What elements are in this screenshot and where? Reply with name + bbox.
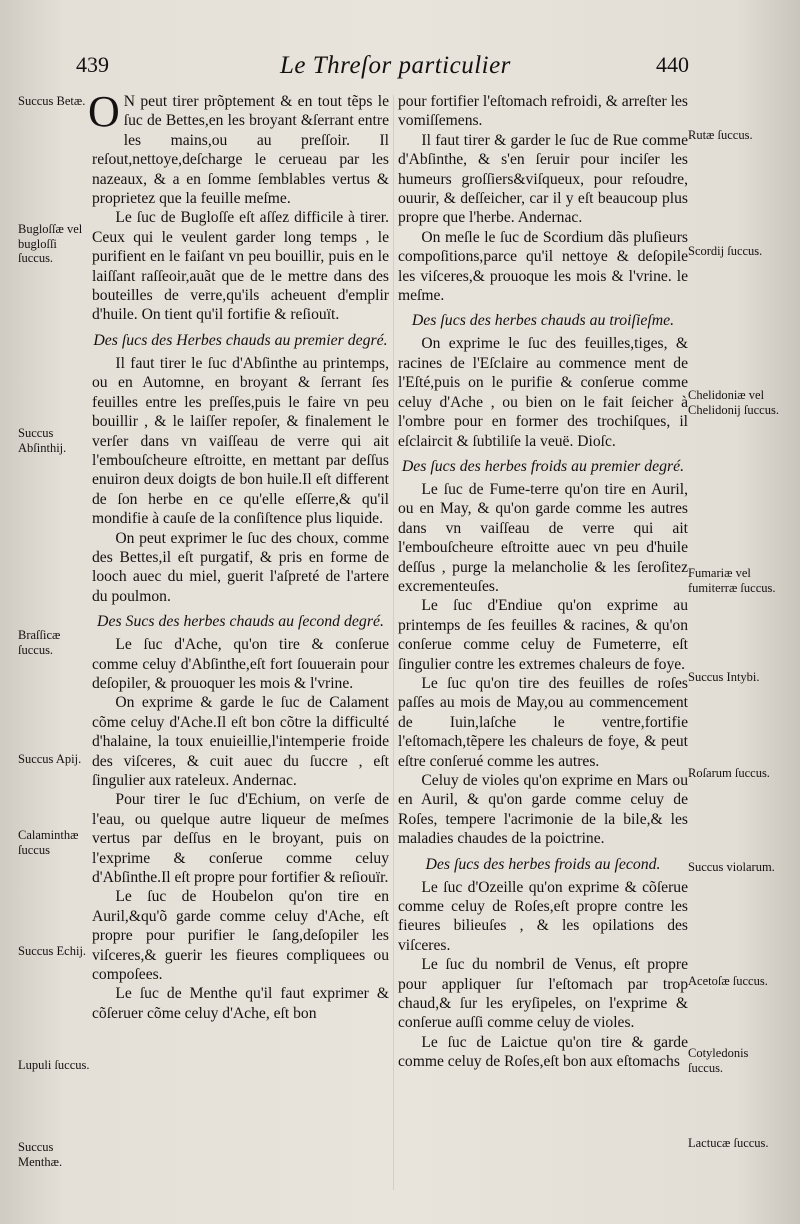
paragraph: Le ſuc qu'on tire des feuilles de roſes paſſes au mois de May,ou au commencement de Iuin,laſche le ventre,fortifie l'eſtomach,tẽpere les chaleurs de foye, & peut eſtre conſerué comme les autres. [398,674,688,770]
paragraph: Le ſuc d'Ache, qu'on tire & conſerue comme celuy d'Abſinthe,eſt fort ſouuerain pour deſopiler, & prouoquer les mois & l'vrine. [92,636,389,692]
margin-note: Rutæ ſuccus. [688,128,753,142]
margin-note: Roſarum ſuccus. [688,766,770,780]
margin-note: Braſſicæ ſuccus. [18,628,61,657]
margin-note: Lactucæ ſuccus. [688,1136,769,1150]
paragraph: Le ſuc de Menthe qu'il faut exprimer & cõſeruer cõme celuy d'Ache, eſt bon [92,985,389,1022]
margin-note: Lupuli ſuccus. [18,1058,90,1072]
margin-note: Succus Abſinthij. [18,426,67,455]
paragraph: Le ſuc de Bugloſſe eſt aſſez difficile à tirer. Ceux qui le veulent garder long temps , le purifient en le faiſant vn peu bouillir, puis en le laiſſant raſſeoir,auãt que de le mettre dans des bouteilles de verre,qu'ils acheuent d'emplir d'huile. On tient qu'il fortifie & reſiouït. [92,209,389,324]
section-heading: Des ſucs des herbes chauds au troiſieſme. [411,312,675,330]
right-column [398,92,688,1072]
section-heading: Des ſucs des herbes froids au ſecond. [425,855,661,873]
margin-note: Succus Betæ. [18,94,86,108]
paragraph: Celuy de violes qu'on exprime en Mars ou en Auril, & qu'on garde comme celuy de Roſes, tempere l'acrimonie de la bile,& les maladies chaudes de la poictrine. [398,772,688,848]
paragraph: Le ſuc d'Ozeille qu'on exprime & cõſerue comme celuy de Roſes,eſt propre contre les fieures bilieuſes , & les opilations des viſceres. [398,878,688,954]
paragraph: On exprime le ſuc des feuilles,tiges, & racines de l'Eſclaire au commence ment de l'Eſté,puis on le purifie & conſerue comme celuy d'Ache , ou bien on le fait ſeicher à l'ombre pour en former des trochiſques, il eſclaircit & ſubtiliſe la veuë. Dioſc. [398,335,688,450]
paragraph: On exprime & garde le ſuc de Calament cõme celuy d'Ache.Il eſt bon cõtre la difficulté d'halaine, la toux enuieillie,l'intemperie froide des viſceres, & cuit auec du ſuccre , eſt ſingulier aux rateleux. Andernac. [92,694,389,789]
section-heading: Des ſucs des herbes froids au premier degré. [401,457,685,475]
margin-note: Succus Echij. [18,944,87,958]
paragraph: O N peut tirer prõptement & en tout tẽps le ſuc de Bettes,en les broyant &ſerrant entre les mains,ou au preſſoir. Il reſout,nettoye,deſcharge le cerueau par les nazeaux, & a en ſomme ſemblables vertus & proprietez que la feuille meſme. [88,87,389,208]
margin-note: Succus Intybi. [688,670,760,684]
margin-note: Succus violarum. [688,860,775,874]
section-heading: Des ſucs des Herbes chauds au premier degré. [93,331,388,349]
running-title: Le Threſor particulier [280,52,511,79]
paragraph: Il faut tirer le ſuc d'Abſinthe au printemps, ou en Automne, en broyant & ſerrant ſes feuilles entre les preſſes,puis le faire vn peu bouillir , & le laiſſer repoſer, & finalement le verſer dans vn vaiſſeau de verre qui ait l'embouſcheure eſtroitte, en mettant par deſſus enuiron deux doigts de bon huile.Il eſt different de ſon herbe en ce qu'elle eſſerre,& qu'il mondifie à cauſe de la conſiſtence plus liquide. [92,354,389,528]
left-column [88,87,389,1023]
margin-note: Succus Apij. [18,752,82,766]
margin-note: Fumariæ vel fumiterræ ſuccus. [688,566,776,595]
paragraph: Le ſuc du nombril de Venus, eſt propre pour appliquer ſur l'eſtomach par trop chaud,& ſur les eryſipeles, on l'exprime & conſerue auſſi comme celuy de violes. [398,956,688,1032]
paragraph: pour fortifier l'eſtomach refroidi, & arreſter les vomiſſemens. [398,93,688,130]
page-number-right: 440 [656,52,689,77]
paragraph: Le ſuc d'Endiue qu'on exprime au printemps de ſes feuilles & racines, & qu'on conſerue comme celuy de Fumeterre, eſt ſingulier contre les extremes chaleurs de foye. [398,597,688,673]
margin-note: Cotyledonis ſuccus. [688,1046,749,1075]
column-divider [393,95,394,1190]
margin-note: Calaminthæ ſuccus [18,828,79,857]
drop-cap: O [88,87,120,136]
paragraph: Il faut tirer & garder le ſuc de Rue comme d'Abſinthe, & s'en ſeruir pour inciſer les humeurs groſſiers&viſqueux, pour reſoudre, ouurir, & deſſeicher, car il y eſt beaucoup plus propre que l'herbe. Andernac. [398,131,688,227]
page-number-left: 439 [76,52,109,77]
margin-note: Acetoſæ ſuccus. [688,974,768,988]
paragraph: Pour tirer le ſuc d'Echium, on verſe de l'eau, ou quelque autre liqueur de meſmes vertus par deſſus en le broyant, puis on l'exprime & conſerue comme celuy d'Abſinthe.Il eſt propre pour fortifier & reſiouïr. [92,791,389,887]
running-header [0,52,800,88]
margin-note: Bugloſſæ vel bugloſſi ſuccus. [18,222,83,265]
paragraph: On peut exprimer le ſuc des choux, comme des Bettes,il eſt purgatif, & pris en forme de looch auec du miel, guerit l'aſpreté de l'artere du poulmon. [92,529,389,605]
margin-note: Chelidoniæ vel Chelidonij ſuccus. [688,388,779,417]
paragraph: Le ſuc de Houbelon qu'on tire en Auril,&qu'õ garde comme celuy d'Ache, eſt propre pour purifier le ſang,deſopiler les viſceres,& guerir les fieures compliquees ou compoſees. [92,888,389,984]
paragraph: Le ſuc de Fume-terre qu'on tire en Auril, ou en May, & qu'on garde comme les autres dans vn vaiſſeau de verre qui ait l'embouſcheure eſtroitte auec vn peu d'huile deſſus , purge la melancholie & les ſeroſitez excrementeuſes. [398,480,688,595]
paragraph: On meſle le ſuc de Scordium dãs pluſieurs compoſitions,parce qu'il nettoye & deſopile les viſceres,& prouoque les mois & l'vrine. le meſme. [398,228,688,305]
section-heading: Des Sucs des herbes chauds au ſecond degré. [97,613,384,631]
paragraph: Le ſuc de Laictue qu'on tire & garde comme celuy de Roſes,eſt bon aux eſtomachs [398,1033,688,1071]
margin-note: Scordij ſuccus. [688,244,763,258]
margin-note: Succus Menthæ. [18,1140,63,1169]
